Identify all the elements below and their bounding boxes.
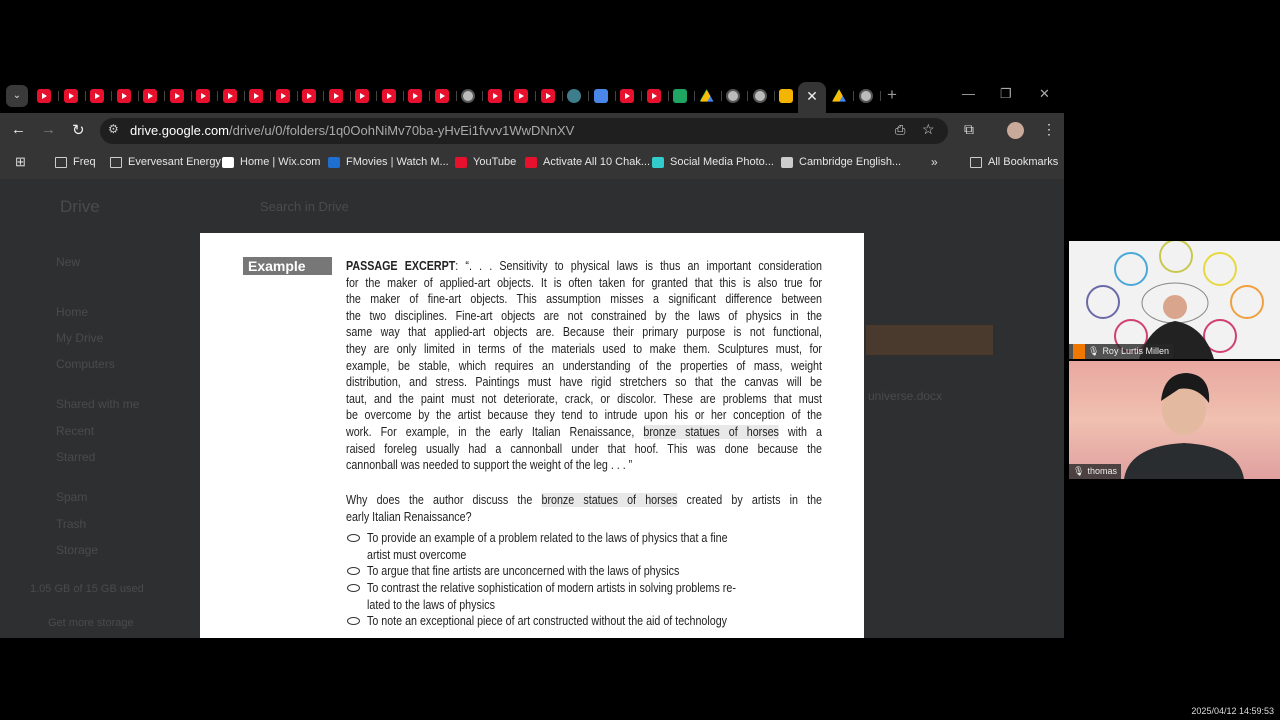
tab-separator xyxy=(747,91,748,101)
new-button[interactable]: New xyxy=(56,255,81,269)
all-bookmarks-label: All Bookmarks xyxy=(988,156,1059,168)
tab-separator xyxy=(482,91,483,101)
text-segment: example, be stable, which requires an understanding of the properties of mass, weight xyxy=(346,358,822,373)
tab-sheets-icon[interactable] xyxy=(673,89,687,103)
all-bookmarks[interactable] xyxy=(970,156,1058,168)
tab-separator xyxy=(615,91,616,101)
forward-icon[interactable]: → xyxy=(41,121,56,138)
tab-separator xyxy=(456,91,457,101)
participant-name: thomas xyxy=(1087,466,1117,476)
tab-separator xyxy=(138,91,139,101)
option-text: To note an exceptional piece of art constructed without the aid of technology xyxy=(367,614,728,628)
answer-option[interactable] xyxy=(367,580,843,613)
answer-option[interactable] xyxy=(367,563,843,580)
drive-nav-item[interactable]: Spam xyxy=(56,490,88,504)
option-radio[interactable] xyxy=(347,534,360,542)
bookmark-item[interactable] xyxy=(222,156,320,168)
text-segment: distribution, and stress. Paintings must have rigid stretchers so that the canvas will be xyxy=(346,375,822,390)
option-radio[interactable] xyxy=(347,584,360,592)
tab-yt-icon[interactable] xyxy=(435,89,449,103)
menu-icon[interactable]: ⋮ xyxy=(1042,121,1056,137)
highlighted-phrase: bronze statues of horses xyxy=(541,493,678,507)
tab-separator xyxy=(880,91,881,101)
drive-nav-item[interactable]: Recent xyxy=(56,424,95,438)
tab-yt-icon[interactable] xyxy=(488,89,502,103)
text-line xyxy=(346,509,822,526)
tab-globe-icon[interactable] xyxy=(726,89,740,103)
folder-icon xyxy=(55,157,67,168)
tab-yt-icon[interactable] xyxy=(37,89,51,103)
mindmap-background xyxy=(1069,241,1280,359)
text-segment: with a xyxy=(778,424,822,439)
profile-avatar[interactable] xyxy=(1007,122,1024,139)
text-segment: for the maker of applied-art objects. It is often taken for granted that this is also true for xyxy=(346,275,822,290)
tab-separator xyxy=(509,91,510,101)
tab-separator xyxy=(191,91,192,101)
tab-yt-icon[interactable] xyxy=(143,89,157,103)
text-line xyxy=(346,324,822,341)
participant-tile xyxy=(1069,361,1280,479)
text-line xyxy=(346,492,822,509)
tab-globe-icon[interactable] xyxy=(461,89,475,103)
tab-separator xyxy=(694,91,695,101)
bookmark-label: Freq xyxy=(73,156,96,168)
drive-search-input[interactable]: Search in Drive xyxy=(260,199,349,214)
text-line xyxy=(346,308,822,325)
tab-search-button[interactable]: ⌄ xyxy=(6,85,28,107)
tab-separator xyxy=(641,91,642,101)
answer-option[interactable] xyxy=(367,613,843,630)
restore-button[interactable]: ❐ xyxy=(1000,86,1012,101)
text-segment: created by artists in the xyxy=(677,493,822,507)
tab-separator xyxy=(350,91,351,101)
tab-separator xyxy=(562,91,563,101)
tab-separator xyxy=(429,91,430,101)
extensions-icon[interactable]: ⧉ xyxy=(964,121,974,137)
drive-nav-item[interactable]: Trash xyxy=(56,517,87,531)
bookmark-item[interactable] xyxy=(455,156,516,168)
tab-yt-icon[interactable] xyxy=(276,89,290,103)
url-host: drive.google.com xyxy=(130,123,229,138)
answer-option[interactable] xyxy=(367,530,843,563)
tab-slides-icon[interactable] xyxy=(779,89,793,103)
tab-drive-icon[interactable] xyxy=(700,89,714,103)
tab-yt-icon[interactable] xyxy=(117,89,131,103)
text-line xyxy=(346,441,822,458)
bookmark-item[interactable] xyxy=(55,156,96,168)
wix-icon xyxy=(222,157,234,168)
tab-docs-icon[interactable] xyxy=(594,89,608,103)
get-storage-button[interactable]: Get more storage xyxy=(48,617,134,629)
tab-separator xyxy=(376,91,377,101)
participant-name-tag xyxy=(1069,464,1121,479)
text-segment: Why does the author discuss the xyxy=(346,493,542,507)
tab-yt-icon[interactable] xyxy=(196,89,210,103)
tab-separator xyxy=(721,91,722,101)
tab-dev-icon[interactable] xyxy=(567,89,581,103)
tab-separator xyxy=(297,91,298,101)
tab-yt-icon[interactable] xyxy=(302,89,316,103)
text-segment: the two disciplines. Fine-art objects are not constrained by the laws of physics in the xyxy=(346,308,822,323)
url-text[interactable] xyxy=(130,123,574,138)
apps-icon[interactable]: ⊞ xyxy=(15,154,26,169)
tab-separator xyxy=(85,91,86,101)
bookmark-label: Cambridge English... xyxy=(799,156,902,168)
text-segment: the maker of fine-art objects. This assumption misses a significant difference between xyxy=(346,292,822,307)
tab-yt-icon[interactable] xyxy=(249,89,263,103)
option-radio[interactable] xyxy=(347,567,360,575)
youtube-icon xyxy=(455,157,467,168)
folder-icon xyxy=(970,157,982,168)
fmovies-icon xyxy=(328,157,340,168)
mic-icon: 🎙 xyxy=(1073,466,1085,476)
minimize-button[interactable]: — xyxy=(962,86,975,101)
text-segment: raised foreleg usually had a cannonball under that hoof. This was done because the xyxy=(346,441,822,456)
bookmark-label: FMovies | Watch M... xyxy=(346,156,449,168)
text-segment: cannonball was needed to support the weight of the leg . . . ” xyxy=(346,458,633,473)
option-text: lated to the laws of physics xyxy=(367,597,495,612)
option-radio[interactable] xyxy=(347,617,360,625)
youtube-icon xyxy=(525,157,537,168)
tab-yt-icon[interactable] xyxy=(64,89,78,103)
bookmark-label: Home | Wix.com xyxy=(240,156,321,168)
text-segment: they are only limited in terms of the materials used to make them. Sculptures must, for xyxy=(346,341,822,356)
tab-separator xyxy=(270,91,271,101)
tab-globe-icon[interactable] xyxy=(859,89,873,103)
drive-nav-item[interactable]: Computers xyxy=(56,357,115,371)
close-window-button[interactable]: ✕ xyxy=(1039,86,1050,101)
drive-nav-item[interactable]: Shared with me xyxy=(56,397,140,411)
bookmark-item[interactable] xyxy=(110,156,221,168)
question-text xyxy=(346,492,822,525)
back-icon[interactable]: ← xyxy=(11,121,26,138)
social-icon xyxy=(652,157,664,168)
participant-tile xyxy=(1069,241,1280,359)
new-tab-button[interactable]: + xyxy=(887,85,897,104)
option-text: artist must overcome xyxy=(367,547,467,562)
text-segment: work. For example, in the early Italian Renaissance, xyxy=(346,424,644,439)
passage-lead: PASSAGE EXCERPT xyxy=(346,259,456,273)
passage-excerpt xyxy=(346,258,822,474)
tab-separator xyxy=(535,91,536,101)
option-text: To argue that fine artists are unconcerned with the laws of physics xyxy=(367,564,680,578)
file-name[interactable]: universe.docx xyxy=(868,389,943,403)
drive-nav-item[interactable]: Starred xyxy=(56,450,96,464)
text-line xyxy=(346,258,822,275)
host-icon xyxy=(1073,344,1085,359)
participant-name-tag xyxy=(1069,344,1173,359)
bookmark-item[interactable] xyxy=(525,156,650,168)
drive-nav-item[interactable]: Storage xyxy=(56,543,99,557)
site-info-icon[interactable]: ⚙ xyxy=(108,122,119,136)
text-line xyxy=(346,358,822,375)
tab-separator xyxy=(111,91,112,101)
text-segment: be overcome by the artist because they tend to intrude upon his or her conception of the xyxy=(346,408,822,423)
more-bookmarks-button[interactable]: » xyxy=(931,155,938,169)
tab-strip xyxy=(0,82,1064,110)
drive-nav-item[interactable]: My Drive xyxy=(56,331,104,345)
mic-icon: 🎙 xyxy=(1088,346,1100,356)
bookmark-item[interactable] xyxy=(781,156,901,168)
text-line xyxy=(346,374,822,391)
timestamp: 2025/04/12 14:59:53 xyxy=(1191,706,1274,716)
bookmark-star-icon[interactable]: ☆ xyxy=(922,121,935,137)
example-badge: Example xyxy=(243,257,332,275)
tab-yt-icon[interactable] xyxy=(223,89,237,103)
tab-yt-icon[interactable] xyxy=(382,89,396,103)
bookmark-label: Evervesant Energy xyxy=(128,156,221,168)
tab-separator xyxy=(244,91,245,101)
tab-separator xyxy=(164,91,165,101)
tab-yt-icon[interactable] xyxy=(647,89,661,103)
option-text: To contrast the relative sophistication of modern artists in solving problems re- xyxy=(367,581,736,595)
folder-icon xyxy=(110,157,122,168)
tab-yt-icon[interactable] xyxy=(620,89,634,103)
tab-drive-icon[interactable] xyxy=(832,89,846,103)
participant-video xyxy=(1069,361,1280,479)
text-segment: taut, and the paint must not deteriorate, crack, or discolor. These are problems that must xyxy=(346,391,822,406)
tab-globe-icon[interactable] xyxy=(753,89,767,103)
participant-name: Roy Lurtis Millen xyxy=(1102,346,1169,356)
text-line xyxy=(346,391,822,408)
tab-yt-icon[interactable] xyxy=(541,89,555,103)
reload-icon[interactable]: ↻ xyxy=(72,122,85,139)
drive-nav-item[interactable]: Home xyxy=(56,305,89,319)
tab-separator xyxy=(668,91,669,101)
tab-separator xyxy=(217,91,218,101)
tab-separator xyxy=(58,91,59,101)
tab-separator xyxy=(403,91,404,101)
tab-yt-icon[interactable] xyxy=(170,89,184,103)
text-segment: same way that applied-art objects are. Because their primary purpose is not functional, xyxy=(346,325,822,340)
install-app-icon[interactable]: ⎙ xyxy=(895,122,906,137)
text-segment: early Italian Renaissance? xyxy=(346,509,472,524)
tab-separator xyxy=(853,91,854,101)
tab-yt-icon[interactable] xyxy=(408,89,422,103)
tab-yt-icon[interactable] xyxy=(514,89,528,103)
bookmark-label: YouTube xyxy=(473,156,517,168)
active-tab-close-button[interactable]: ✕ xyxy=(798,82,826,113)
document-page xyxy=(200,233,864,638)
bookmark-item[interactable] xyxy=(328,156,449,168)
video-call-panel xyxy=(1069,240,1280,480)
text-line xyxy=(346,341,822,358)
bookmark-label: Activate All 10 Chak... xyxy=(543,156,650,168)
drive-logo: Drive xyxy=(60,197,100,216)
cambridge-icon xyxy=(781,157,793,168)
tab-yt-icon[interactable] xyxy=(90,89,104,103)
tab-separator xyxy=(323,91,324,101)
bookmark-label: Social Media Photo... xyxy=(670,156,774,168)
text-line xyxy=(346,275,822,292)
bookmark-item[interactable] xyxy=(652,156,774,168)
text-line xyxy=(346,424,822,441)
tab-separator xyxy=(774,91,775,101)
tab-yt-icon[interactable] xyxy=(329,89,343,103)
text-line xyxy=(346,457,822,474)
text-line xyxy=(346,407,822,424)
storage-used: 1.05 GB of 15 GB used xyxy=(30,583,144,595)
option-text: To provide an example of a problem related to the laws of physics that a fine xyxy=(367,531,728,545)
text-line xyxy=(346,291,822,308)
text-segment: : “. . . Sensitivity to physical laws is thus an important consideration xyxy=(455,259,822,273)
tab-separator xyxy=(588,91,589,101)
url-path: /drive/u/0/folders/1q0OohNiMv70ba-yHvEi1fvvv1WwDNnXV xyxy=(229,123,575,138)
file-thumbnail xyxy=(866,325,993,355)
tab-yt-icon[interactable] xyxy=(355,89,369,103)
highlighted-phrase: bronze statues of horses xyxy=(643,424,779,439)
